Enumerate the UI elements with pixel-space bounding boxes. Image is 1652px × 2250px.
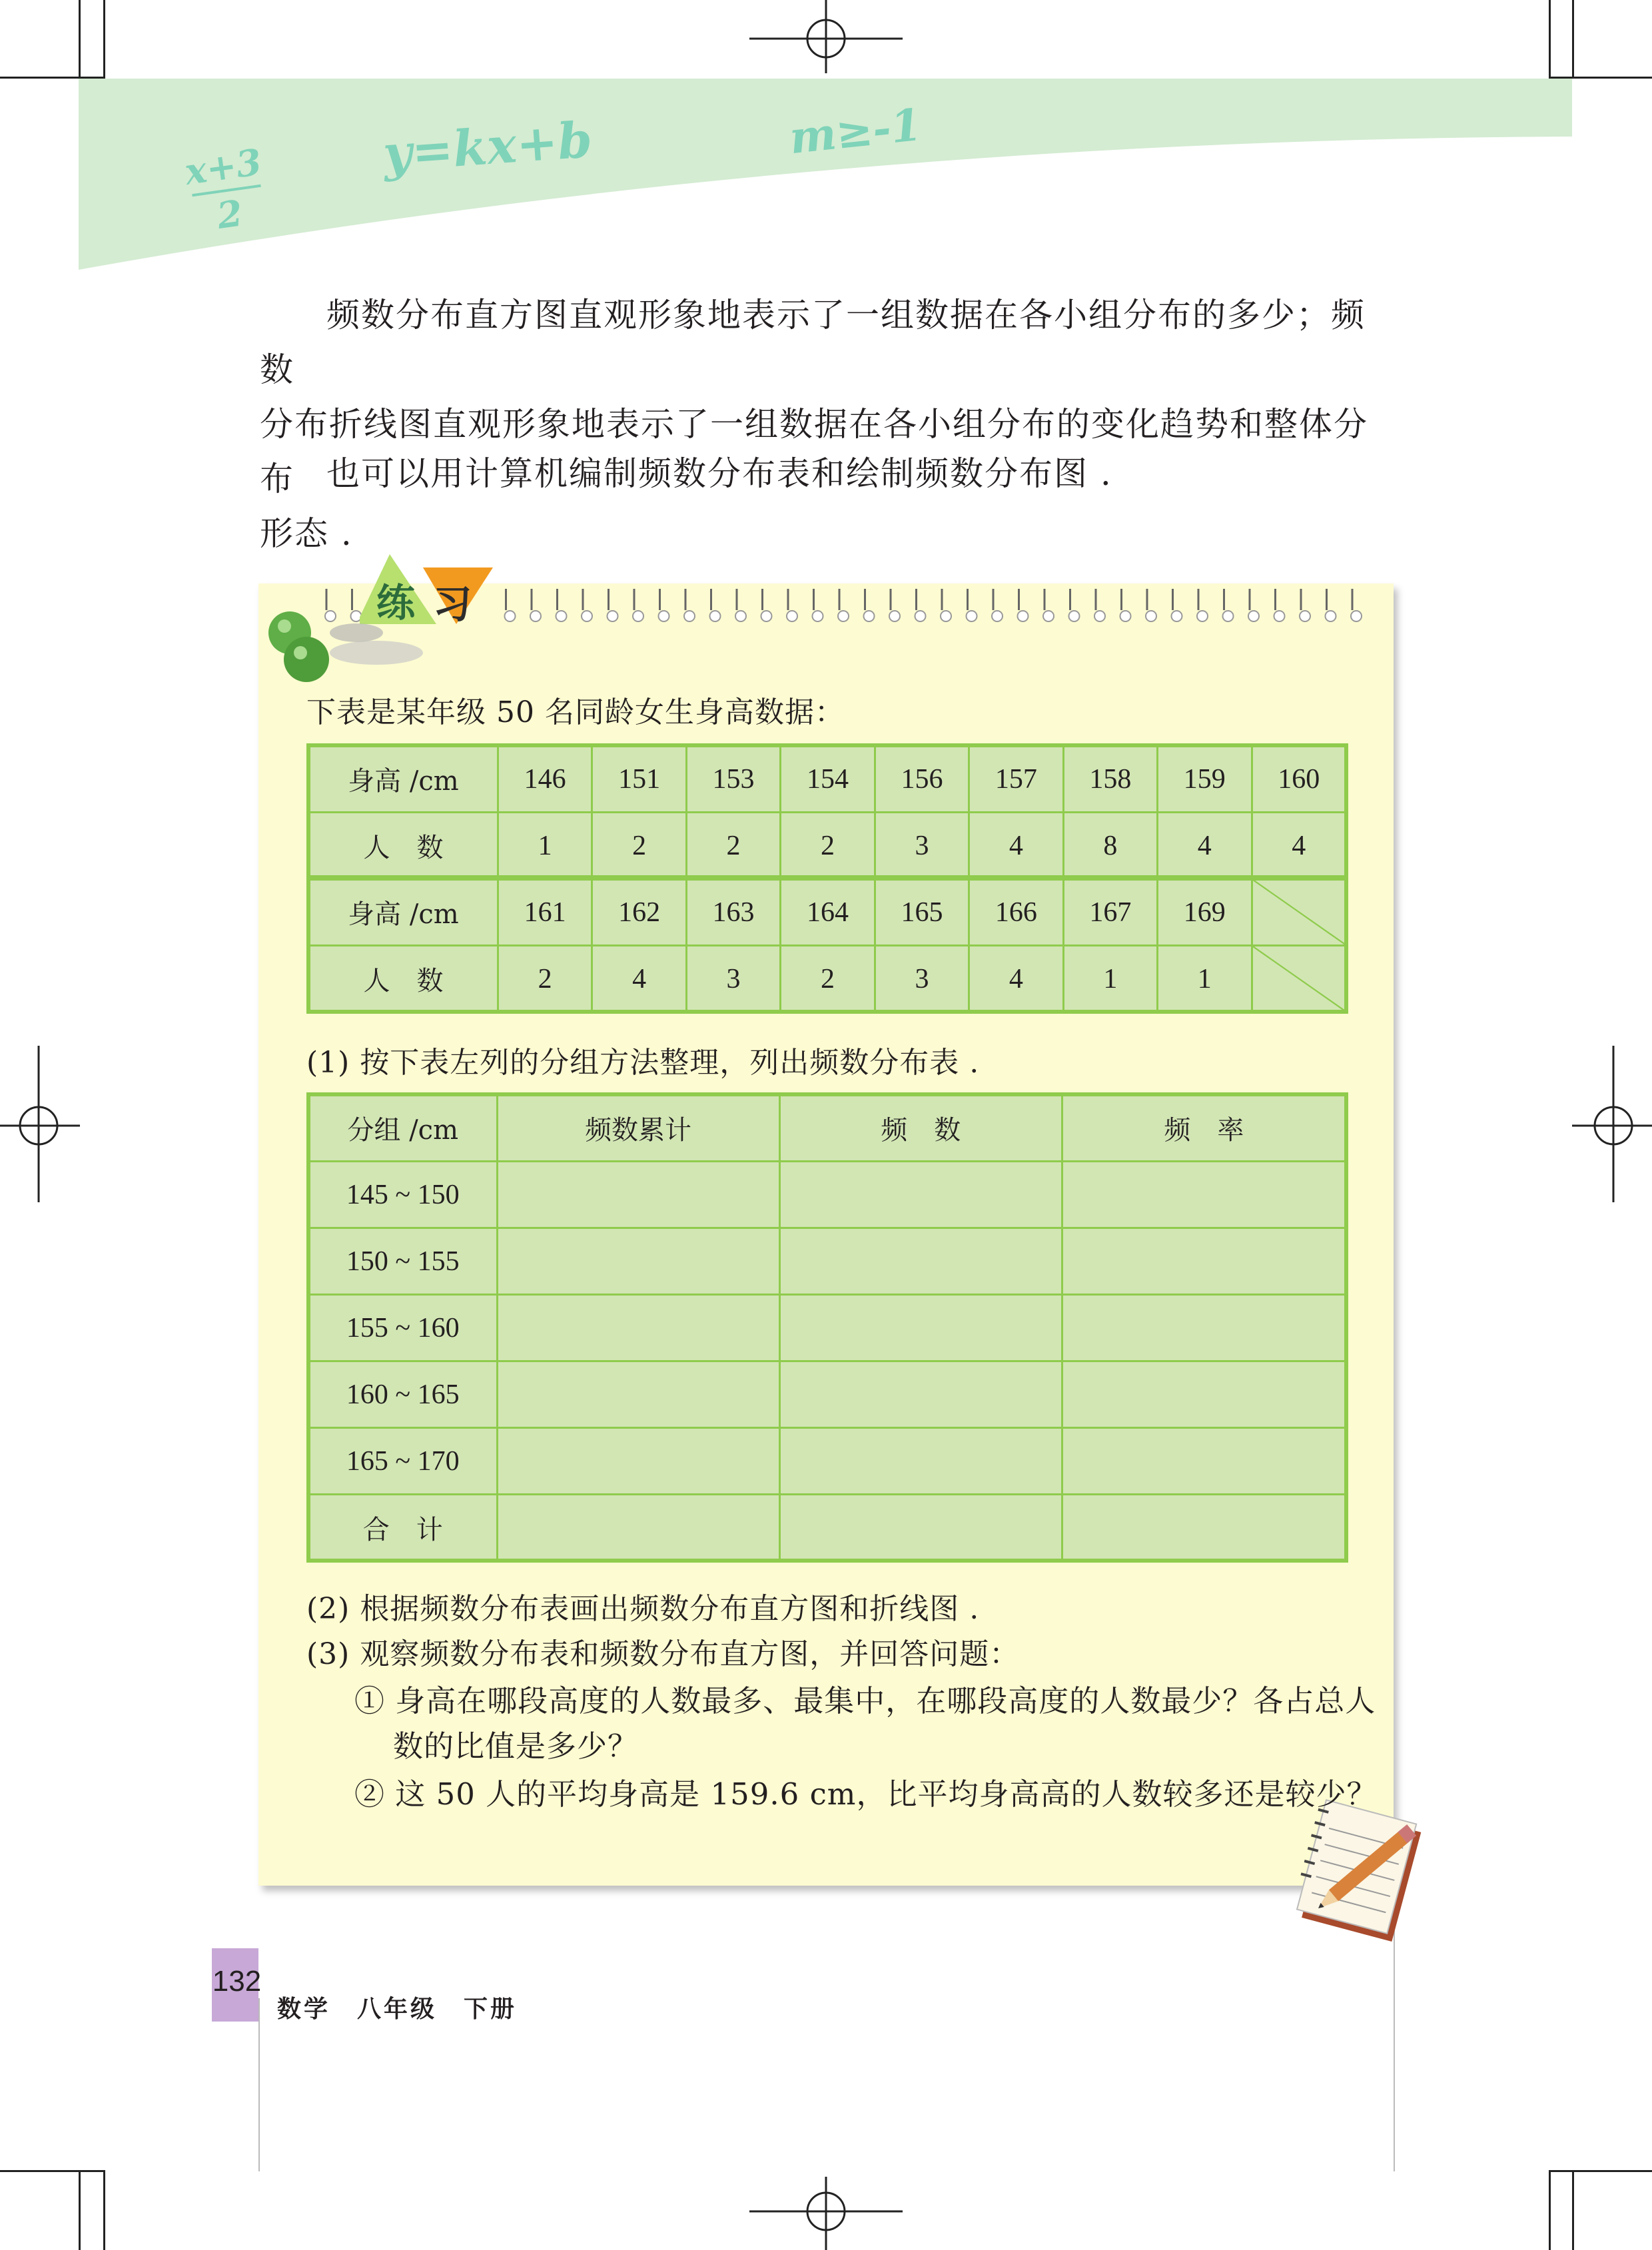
- table-cell: 2: [781, 946, 875, 1012]
- table-cell: 2: [781, 813, 875, 879]
- ring: [813, 589, 823, 621]
- paragraph-line-1: 频数分布直方图直观形象地表示了一组数据在各小组分布的多少；频数: [260, 296, 1366, 389]
- group-label: 165 ~ 170: [309, 1428, 498, 1495]
- empty-diagonal-cell: [1252, 946, 1346, 1012]
- height-label: 身高 /cm: [309, 746, 498, 813]
- ring: [1223, 589, 1234, 621]
- ring: [787, 589, 797, 621]
- ring: [1069, 589, 1080, 621]
- table-cell: 166: [969, 879, 1063, 946]
- ring: [864, 589, 875, 621]
- paragraph-line-3: 形态 .: [260, 514, 353, 553]
- ring: [1248, 589, 1259, 621]
- group-label: 145 ~ 150: [309, 1162, 498, 1228]
- table-cell: 8: [1063, 813, 1157, 879]
- ring: [915, 589, 926, 621]
- group-label: 150 ~ 155: [309, 1228, 498, 1295]
- ring: [582, 589, 592, 621]
- ring: [530, 589, 541, 621]
- height-data-table: [308, 745, 1347, 1013]
- question-3-1-line1: ① 身高在哪段高度的人数最多、最集中，在哪段高度的人数最少？各占总人: [354, 1683, 1376, 1718]
- header-formula-fraction: [181, 140, 272, 240]
- column-header-frequency: 频 数: [779, 1095, 1062, 1162]
- table-cell: 3: [875, 813, 969, 879]
- table-row: [309, 813, 1346, 879]
- table-cell: 4: [1158, 813, 1252, 879]
- table-cell: 1: [1158, 946, 1252, 1012]
- table-cell: 2: [592, 813, 686, 879]
- diagonal-line: [1253, 946, 1345, 1011]
- page-number: 132: [212, 1965, 262, 1998]
- table-cell: 3: [875, 946, 969, 1012]
- ring: [1018, 589, 1029, 621]
- column-header-rate: 频 率: [1062, 1095, 1346, 1162]
- question-3-2: ② 这 50 人的平均身高是 159.6 cm，比平均身高高的人数较多还是较少？: [354, 1776, 1378, 1812]
- table-cell: 4: [1252, 813, 1346, 879]
- table-row: [309, 879, 1346, 946]
- ring: [889, 589, 900, 621]
- table-cell: 1: [1063, 946, 1157, 1012]
- header-formula-inequality: m≥-1: [787, 98, 924, 165]
- empty-diagonal-cell: [1252, 879, 1346, 946]
- table-cell: 167: [1063, 879, 1157, 946]
- table-cell: 4: [592, 946, 686, 1012]
- book-title: 数学 八年级 下册: [277, 1996, 518, 2023]
- ring: [1351, 589, 1362, 621]
- ring: [992, 589, 1003, 621]
- group-label: 155 ~ 160: [309, 1295, 498, 1361]
- ring: [967, 589, 977, 621]
- table-cell: 156: [875, 746, 969, 813]
- column-header-group: 分组 /cm: [309, 1095, 498, 1162]
- question-3: (3) 观察频数分布表和频数分布直方图，并回答问题：: [306, 1637, 1020, 1671]
- ring: [1274, 589, 1285, 621]
- table-cell: 4: [969, 813, 1063, 879]
- paragraph-line-2: 分布折线图直观形象地表示了一组数据在各小组分布的变化趋势和整体分布: [260, 405, 1368, 498]
- diagonal-line: [1253, 880, 1345, 944]
- table-cell: 162: [592, 879, 686, 946]
- table-row: [309, 946, 1346, 1012]
- practice-title-char1: 练: [376, 580, 416, 625]
- ring: [608, 589, 618, 621]
- table-cell: 157: [969, 746, 1063, 813]
- ring: [1172, 589, 1182, 621]
- table-cell: 169: [1158, 879, 1252, 946]
- total-label: 合 计: [309, 1495, 498, 1561]
- table-cell: 161: [498, 879, 592, 946]
- ring: [735, 589, 746, 621]
- paragraph-computer: [260, 446, 1392, 501]
- ring: [1043, 589, 1054, 621]
- ring: [1300, 589, 1310, 621]
- ring: [1326, 589, 1336, 621]
- table-cell: 153: [686, 746, 780, 813]
- ring: [659, 589, 669, 621]
- ring: [684, 589, 695, 621]
- ring: [556, 589, 567, 621]
- question-2: (2) 根据频数分布表画出频数分布直方图和折线图 .: [306, 1592, 980, 1626]
- height-label: 身高 /cm: [309, 879, 498, 946]
- practice-intro: 下表是某年级 50 名同龄女生身高数据：: [306, 695, 845, 729]
- question-3-1-line2: 数的比值是多少？: [393, 1728, 639, 1764]
- question-1: (1) 按下表左列的分组方法整理，列出频数分布表 .: [306, 1046, 980, 1080]
- table-cell: 165: [875, 879, 969, 946]
- header-formula-linear: y=kx+b: [381, 111, 594, 183]
- table-cell: 163: [686, 879, 780, 946]
- frequency-table-outline: [306, 1092, 1348, 1563]
- table-cell: 2: [498, 946, 592, 1012]
- table-cell: 1: [498, 813, 592, 879]
- ring: [505, 589, 516, 621]
- ring: [1146, 589, 1156, 621]
- practice-title-char2: 习: [433, 581, 472, 627]
- count-label: 人 数: [309, 813, 498, 879]
- table-cell: 158: [1063, 746, 1157, 813]
- fraction-numerator: x+3: [182, 140, 264, 194]
- column-header-cumulative: 频数累计: [497, 1095, 779, 1162]
- table-cell: 159: [1158, 746, 1252, 813]
- table-cell: 154: [781, 746, 875, 813]
- paragraph-computer-text: 也可以用计算机编制频数分布表和绘制频数分布图 .: [326, 454, 1112, 493]
- count-label: 人 数: [309, 946, 498, 1012]
- table-cell: 4: [969, 946, 1063, 1012]
- table-cell: 3: [686, 946, 780, 1012]
- ring: [1120, 589, 1131, 621]
- table-cell: 151: [592, 746, 686, 813]
- table-cell: 2: [686, 813, 780, 879]
- ring: [761, 589, 772, 621]
- ring: [633, 589, 643, 621]
- table-cell: 146: [498, 746, 592, 813]
- table-cell: 160: [1252, 746, 1346, 813]
- ring: [710, 589, 721, 621]
- ring: [1094, 589, 1105, 621]
- ring: [838, 589, 849, 621]
- paragraph-histogram: [260, 288, 1392, 561]
- ring: [1197, 589, 1208, 621]
- table-cell: 164: [781, 879, 875, 946]
- fraction-denominator: 2: [214, 191, 246, 237]
- table-row: [309, 746, 1346, 813]
- ring: [941, 589, 951, 621]
- pushpin-icon: [256, 599, 430, 693]
- group-label: 160 ~ 165: [309, 1361, 498, 1428]
